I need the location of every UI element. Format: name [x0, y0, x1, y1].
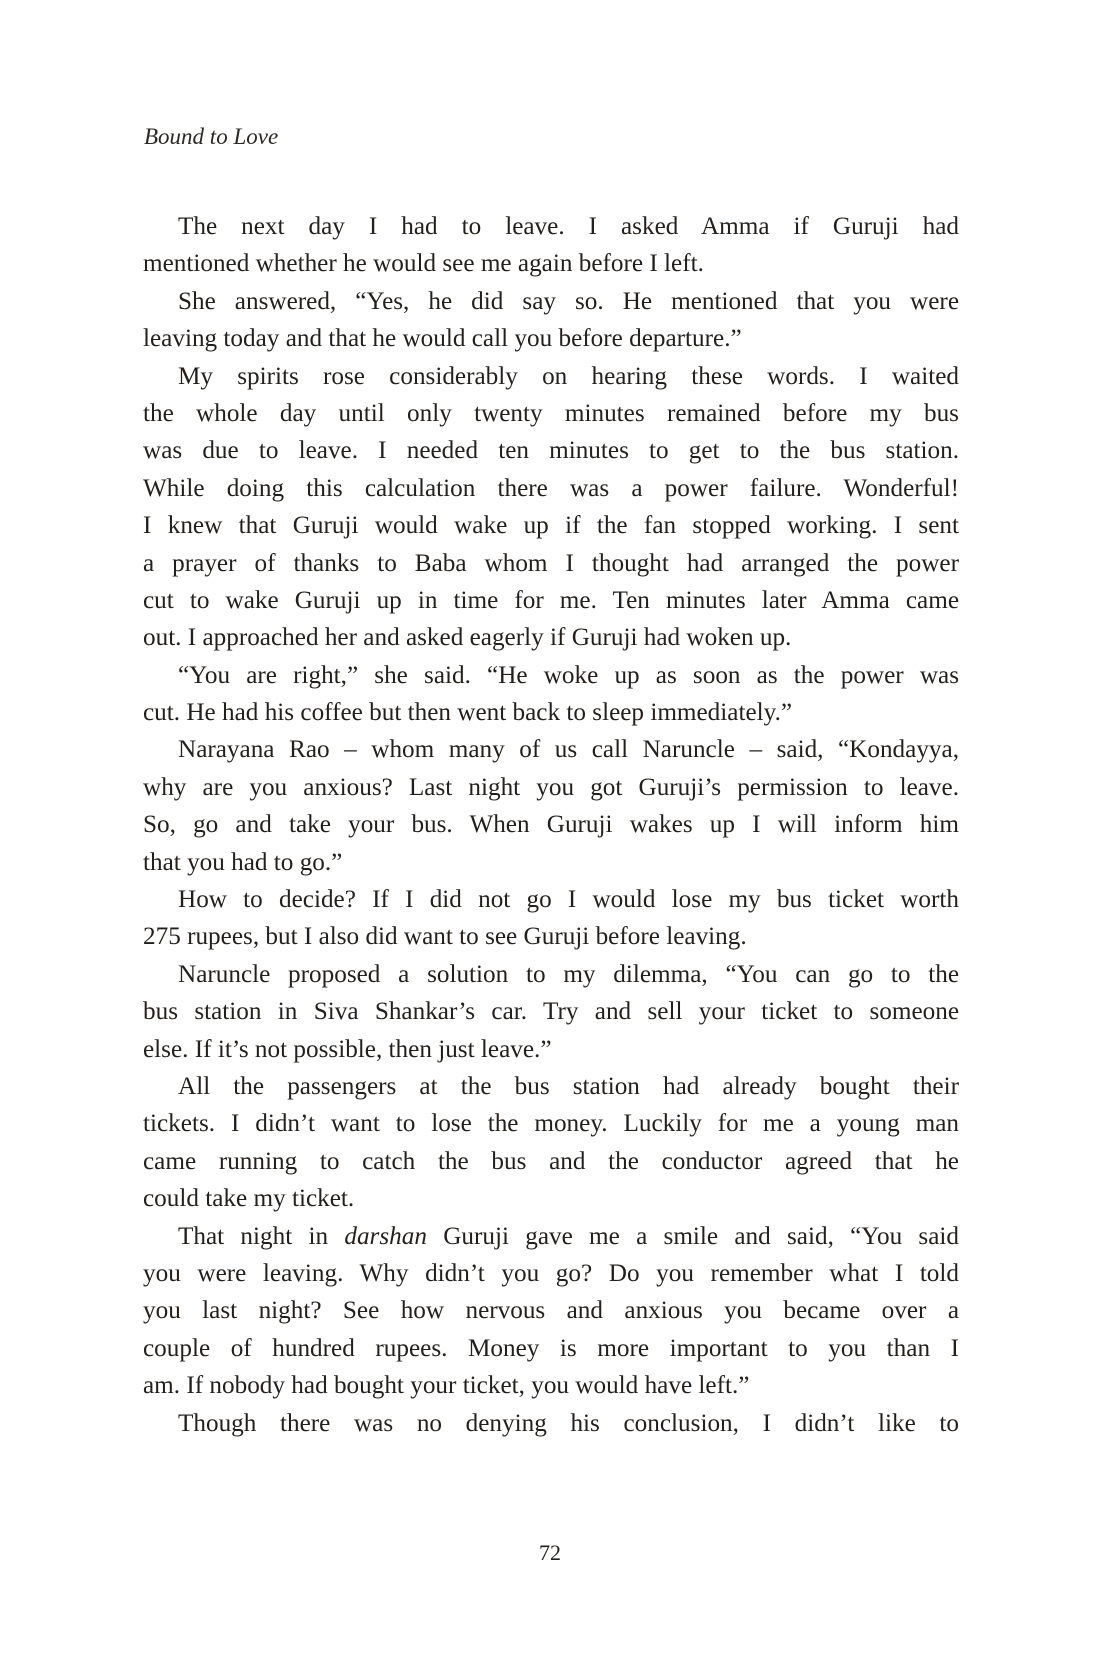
text-line: that you had to go.”	[143, 848, 343, 876]
text-line: She answered, “Yes, he did say so. He mentioned that you were	[178, 287, 959, 315]
text-line: How to decide? If I did not go I would lose my bus ticket worth	[178, 886, 959, 914]
text-line: Narayana Rao – whom many of us call Naruncle – said, “Kondayya,	[178, 736, 959, 764]
text-line: My spirits rose considerably on hearing these words. I waited	[178, 362, 959, 390]
text-line: came running to catch the bus and the conductor agreed that he	[143, 1147, 959, 1175]
text-line: you were leaving. Why didn’t you go? Do you remember what I told	[143, 1259, 959, 1287]
text-line: All the passengers at the bus station had already bought their	[178, 1072, 959, 1100]
text-line: Though there was no denying his conclusion, I didn’t like to	[178, 1409, 959, 1437]
text-line: you last night? See how nervous and anxious you became over a	[143, 1297, 959, 1325]
italic-term: darshan	[344, 1222, 427, 1250]
text-line: was due to leave. I needed ten minutes to get to the bus station.	[143, 437, 959, 465]
page-number: 72	[539, 1540, 561, 1565]
text-line: couple of hundred rupees. Money is more important to you than I	[143, 1334, 959, 1362]
text-line: Naruncle proposed a solution to my dilemma, “You can go to the	[178, 960, 959, 988]
running-head: Bound to Love	[144, 124, 279, 149]
text-line: leaving today and that he would call you before departure.”	[143, 325, 742, 353]
text-line: tickets. I didn’t want to lose the money. Luckily for me a young man	[143, 1110, 959, 1138]
text-line: am. If nobody had bought your ticket, you would have left.”	[143, 1372, 750, 1400]
text-line: I knew that Guruji would wake up if the fan stopped working. I sent	[143, 512, 959, 540]
text-line: else. If it’s not possible, then just leave.”	[143, 1035, 552, 1063]
text-line: a prayer of thanks to Baba whom I thought had arranged the power	[143, 549, 959, 577]
text-line: mentioned whether he would see me again before I left.	[143, 250, 704, 278]
text-line: While doing this calculation there was a power failure. Wonderful!	[143, 474, 959, 502]
text-line: out. I approached her and asked eagerly if Guruji had woken up.	[143, 624, 792, 652]
text-line: why are you anxious? Last night you got Guruji’s permission to leave.	[143, 773, 959, 801]
text-line: cut to wake Guruji up in time for me. Ten minutes later Amma came	[143, 586, 959, 614]
text-line: That night in darshan Guruji gave me a smile and said, “You said	[178, 1222, 960, 1250]
text-line: So, go and take your bus. When Guruji wakes up I will inform him	[143, 811, 959, 839]
text-line: The next day I had to leave. I asked Amma if Guruji had	[178, 213, 959, 240]
text-line: 275 rupees, but I also did want to see Guruji before leaving.	[143, 923, 747, 951]
text-line: could take my ticket.	[143, 1185, 355, 1213]
text-line: bus station in Siva Shankar’s car. Try and sell your ticket to someone	[143, 998, 959, 1026]
body-text	[143, 208, 959, 1442]
text-line: cut. He had his coffee but then went back to sleep immediately.”	[143, 699, 793, 727]
text-line: the whole day until only twenty minutes remained before my bus	[143, 399, 959, 427]
text-line: “You are right,” she said. “He woke up as soon as the power was	[178, 661, 959, 689]
